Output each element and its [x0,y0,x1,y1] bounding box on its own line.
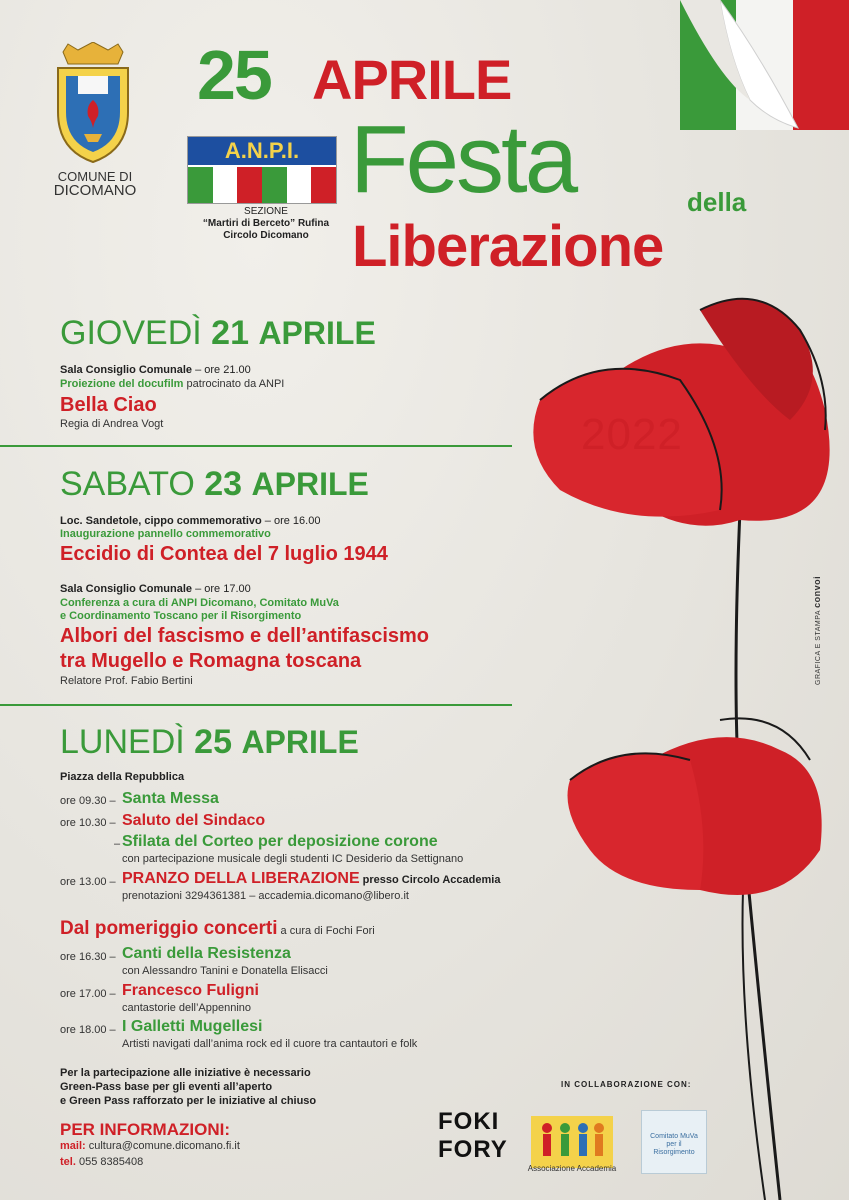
giovedi-num: 21 [211,314,249,352]
muva-label: Comitato MuVa per il Risorgimento [650,1133,698,1156]
comune-crest-icon [48,42,138,166]
print-credit [812,545,826,685]
sabato-e1-sub: Inaugurazione pannello commemorativo [60,528,271,540]
event-desc: con partecipazione musicale degli studenti IC Desiderio da Settignano [122,853,464,865]
foki-line-1: FOKI [438,1108,500,1135]
sabato-e2-title-2: tra Mugello e Romagna toscana [60,650,362,672]
year-label: 2022 [581,410,683,459]
giovedi-time: – ore 21.00 [192,364,251,376]
sabato-e2-place: Sala Consiglio Comunale [60,583,193,595]
sabato-e2-sub-1: Conferenza a cura di ANPI Dicomano, Comitato MuVa [60,597,339,609]
sezione-line-1: SEZIONE [244,206,288,217]
sabato-e1-title: Eccidio di Contea del 7 luglio 1944 [60,543,388,565]
event-pranzo [122,870,500,888]
event-time: ore 09.30 – [60,795,116,807]
concert-time: ore 18.00 – [60,1024,116,1036]
sabato-e1-meta [60,515,320,527]
event-title: Santa Messa [122,790,219,807]
sabato-e2-meta [60,583,251,595]
header-liberazione: Liberazione [352,214,664,279]
concert-time: ore 16.30 – [60,951,116,963]
comune-label [40,170,150,198]
event-time: ore 13.00 – [60,876,116,888]
event-title: Sfilata del Corteo per deposizione corone [122,833,438,850]
comune-line-2: DICOMANO [53,182,137,199]
concerti-suffix: a cura di Fochi Fori [277,925,375,937]
concert-desc: cantastorie dell’Appennino [122,1002,252,1014]
giovedi-note: Regia di Andrea Vogt [60,418,164,430]
giovedi-place: Sala Consiglio Comunale [60,364,193,376]
giovedi-meta [60,364,251,376]
anpi-logo [187,136,337,204]
sabato-e2-time: – ore 17.00 [192,583,251,595]
giovedi-title: Bella Ciao [60,394,157,416]
info-title: PER INFORMAZIONI: [60,1120,230,1139]
giovedi-sub [60,378,284,391]
sabato-e1-time: – ore 16.00 [261,515,321,527]
header-festa: Festa [350,106,576,213]
event-title: Saluto del Sindaco [122,812,266,829]
lunedi-month: APRILE [241,724,359,760]
event-time: ore 10.30 – [60,817,116,829]
tel-number[interactable]: 055 8385408 [75,1156,144,1168]
sabato-day: SABATO [60,465,195,503]
italian-flag-corner [680,0,849,130]
mail-address[interactable]: cultura@comune.dicomano.fi.it [85,1140,240,1152]
header-della: della [687,187,747,217]
header-month: APRILE [312,48,512,111]
sabato-month: APRILE [251,466,369,502]
muva-logo [641,1110,707,1174]
fochi-fori-logo [438,1108,514,1174]
green-pass-line-1: Per la partecipazione alle iniziative è necessario [60,1067,311,1079]
sabato-heading [60,467,369,501]
giovedi-sub-rest: patrocinato da ANPI [183,378,285,390]
divider-2 [0,704,512,706]
sabato-e1-place: Loc. Sandetole, cippo commemorativo [60,515,262,527]
sezione-line-3: Circolo Dicomano [223,230,309,241]
giovedi-sub-bold: Proiezione del docufilm [60,378,184,390]
sabato-e2-note: Relatore Prof. Fabio Bertini [60,675,193,687]
info-mail [60,1140,240,1152]
green-pass-line-2: Green-Pass base per gli eventi all’aperto [60,1081,273,1093]
concerti-title: Dal pomeriggio concerti [60,918,278,939]
event-time: – [114,838,121,850]
giovedi-day: GIOVEDÌ [60,314,202,352]
mail-label: mail: [60,1140,86,1152]
tel-label: tel. [60,1156,76,1168]
credit-prefix: GRAFICA E STAMPA [815,610,822,685]
sabato-e2-sub-2: e Coordinamento Toscano per il Risorgimento [60,610,302,622]
collab-label: IN COLLABORAZIONE CON: [561,1080,692,1089]
event-suffix: presso Circolo Accademia [359,874,501,886]
anpi-sezione [180,206,352,242]
lunedi-heading [60,725,359,759]
concert-title: I Galletti Mugellesi [122,1018,263,1035]
lunedi-day: LUNEDÌ [60,723,185,761]
sabato-num: 23 [204,465,243,503]
event-desc: prenotazioni 3294361381 – accademia.dicomano@libero.it [122,890,409,902]
accademia-label: Associazione Accademia [527,1164,617,1173]
sezione-line-2: “Martiri di Berceto” Rufina [202,218,330,229]
concert-desc: Artisti navigati dall’anima rock ed il cuore tra cantautori e folk [122,1038,418,1050]
info-tel [60,1156,143,1168]
giovedi-heading [60,316,376,350]
credit-brand: convoi [812,575,822,608]
foki-line-2: FORY [438,1136,508,1163]
giovedi-month: APRILE [258,315,376,351]
concerti-heading [60,918,375,940]
concert-desc: con Alessandro Tanini e Donatella Elisacci [122,965,328,977]
lunedi-place [60,771,184,783]
concert-title: Canti della Resistenza [122,945,291,962]
divider-1 [0,445,512,447]
sabato-e2-title-1: Albori del fascismo e dell’antifascismo [60,625,430,647]
anpi-logo-text: A.N.P.I. [188,137,336,165]
comune-line-1: COMUNE DI [57,169,133,184]
lunedi-num: 25 [194,723,232,761]
lunedi-place-text: Piazza della Repubblica [60,771,185,783]
event-title: PRANZO DELLA LIBERAZIONE [122,870,360,887]
concert-title: Francesco Fuligni [122,982,259,999]
header-day: 25 [197,36,271,114]
green-pass-line-3: e Green Pass rafforzato per le iniziative al chiuso [60,1095,317,1107]
concert-time: ore 17.00 – [60,988,116,1000]
green-pass-notice [60,1066,316,1108]
